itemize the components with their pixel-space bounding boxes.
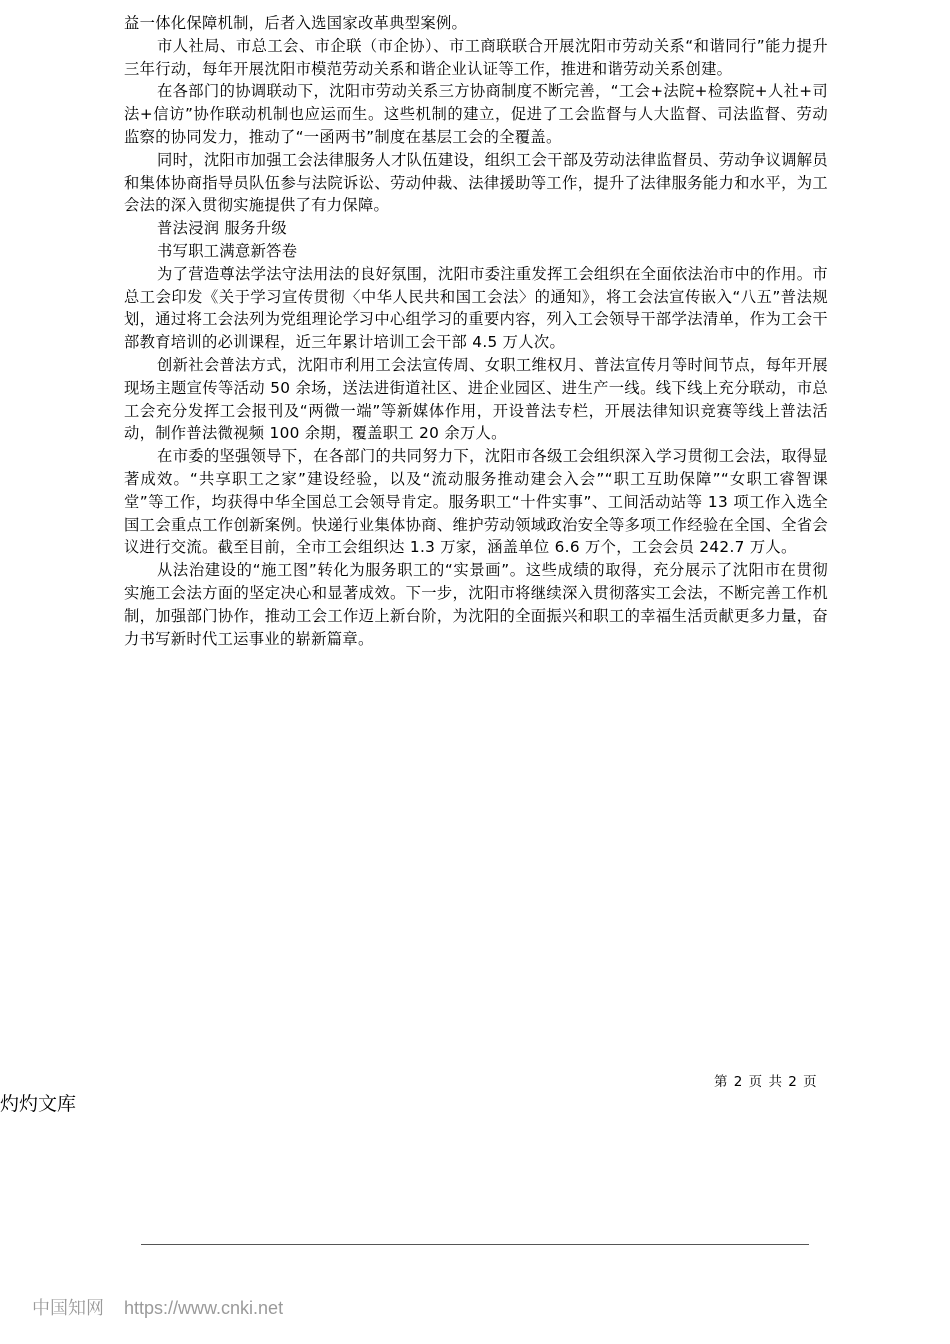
page-number: 第 2 页 共 2 页 — [714, 1074, 818, 1090]
watermark-text: 灼灼文库 — [0, 1093, 77, 1115]
article-paragraph: 为了营造尊法学法守法用法的良好氛围，沈阳市委注重发挥工会组织在全面依法治市中的作用。市总工会印发《关于学习宣传贯彻〈中华人民共和国工会法〉的通知》，将工会法宣传嵌入“八五”普法规划，通过将工会法列为党组理论学习中心组学习的重要内容，列入工会领导干部学法清单，作为工会干部教育培训的必训课程，近三年累计培训工会干部 4.5 万人次。 — [124, 264, 828, 352]
section-heading: 普法浸润 服务升级 — [157, 219, 287, 238]
article-body — [124, 12, 828, 650]
article-paragraph: 市人社局、市总工会、市企联（市企协）、市工商联联合开展沈阳市劳动关系“和谐同行”能力提升三年行动，每年开展沈阳市模范劳动关系和谐企业认证等工作，推进和谐劳动关系创建。 — [124, 36, 828, 78]
article-paragraph: 益一体化保障机制，后者入选国家改革典型案例。 — [124, 14, 468, 32]
article-paragraph: 在各部门的协调联动下，沈阳市劳动关系三方协商制度不断完善，“工会+法院+检察院+人社+司法+信访”协作联动机制也应运而生。这些机制的建立，促进了工会监督与人大监督、司法监督、劳动监察的协同发力，推动了“一函两书”制度在基层工会的全覆盖。 — [124, 82, 828, 146]
section-subheading: 书写职工满意新答卷 — [157, 241, 298, 260]
article-paragraph: 创新社会普法方式，沈阳市利用工会法宣传周、女职工维权月、普法宣传月等时间节点，每年开展现场主题宣传等活动 50 余场，送法进街道社区、进企业园区、进生产一线。线下线上充分联动，市总工会充分发挥工会报刊及“两微一端”等新媒体作用，开设普法专栏，开展法律知识竞赛等线上普法活动，制作普法微视频 100 余期，覆盖职工 20 余万人。 — [124, 355, 828, 443]
article-paragraph: 从法治建设的“施工图”转化为服务职工的“实景画”。这些成绩的取得，充分展示了沈阳市在贯彻实施工会法方面的坚定决心和显著成效。下一步，沈阳市将继续深入贯彻落实工会法，不断完善工作机制，加强部门协作，推动工会工作迈上新台阶，为沈阳的全面振兴和职工的幸福生活贡献更多力量，奋力书写新时代工运事业的崭新篇章。 — [124, 561, 828, 648]
article-paragraph: 在市委的坚强领导下，在各部门的共同努力下，沈阳市各级工会组织深入学习贯彻工会法，取得显著成效。“共享职工之家”建设经验，以及“流动服务推动建会入会”“职工互助保障”“女职工睿智课堂”等工作，均获得中华全国总工会领导肯定。服务职工“十件实事”、工间活动站等 13 项工作入选全国工会重点工作创新案例。快递行业集体协商、维护劳动领域政治安全等多项工作经验在全国、全省会议进行交流。截至目前，全市工会组织达 1.3 万家，涵盖单位 6.6 万个，工会会员 242.7 万人。 — [124, 447, 828, 557]
source-name: 中国知网 — [32, 1298, 104, 1319]
footer-divider — [141, 1244, 809, 1245]
source-footer — [32, 1294, 283, 1320]
source-link[interactable]: https://www.cnki.net — [124, 1298, 284, 1318]
article-paragraph: 同时，沈阳市加强工会法律服务人才队伍建设，组织工会干部及劳动法律监督员、劳动争议调解员和集体协商指导员队伍参与法院诉讼、劳动仲裁、法律援助等工作，提升了法律服务能力和水平，为工会法的深入贯彻实施提供了有力保障。 — [124, 150, 828, 215]
